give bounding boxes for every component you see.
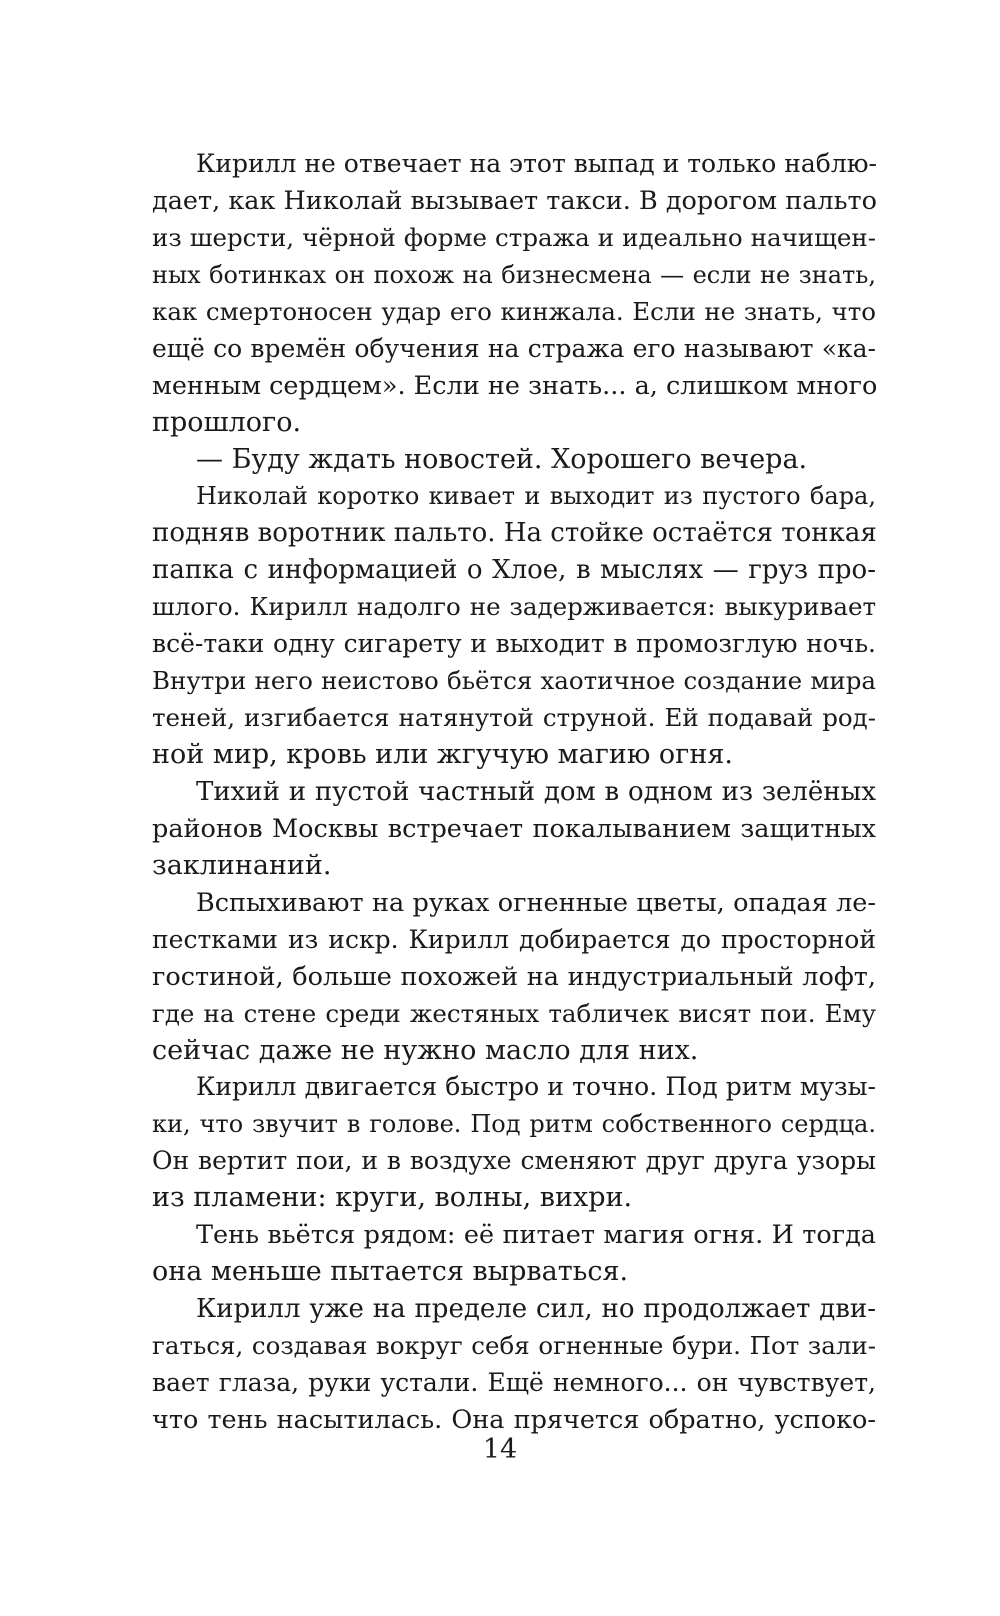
- text-line: районов Москвы встречает покалыванием защитных: [152, 813, 876, 844]
- text-line: из шерсти, чёрной форме стража и идеально начищен-: [152, 222, 876, 252]
- text-line: Вспыхивают на руках огненные цветы, опадая ле-: [196, 887, 876, 918]
- text-line: ной мир, кровь или жгучую магию огня.: [152, 739, 733, 770]
- text-line: шлого. Кирилл надолго не задерживается: выкуривает: [152, 592, 876, 622]
- text-line: Кирилл двигается быстро и точно. Под ритм музы-: [196, 1072, 876, 1102]
- text-line: Кирилл уже на пределе сил, но продолжает дви-: [196, 1294, 876, 1325]
- text-line: Кирилл не отвечает на этот выпад и только наблю-: [196, 149, 877, 178]
- text-line: сейчас даже не нужно масло для них.: [152, 1034, 699, 1066]
- text-line: ещё со времён обучения на стража его называют «ка-: [152, 333, 876, 363]
- text-line: Внутри него неистово бьётся хаотичное создание мира: [152, 666, 876, 696]
- text-line: Тихий и пустой частный дом в одном из зелёных: [196, 776, 876, 807]
- text-line: теней, изгибается натянутой струной. Ей подавай род-: [152, 703, 876, 733]
- text-line: она меньше пытается вырваться.: [152, 1256, 629, 1288]
- text-line: что тень насытилась. Она прячется обратно, успоко-: [152, 1404, 876, 1435]
- text-line: гостиной, больше похожей на индустриальный лофт,: [152, 961, 876, 992]
- text-line: пестками из искр. Кирилл добирается до просторной: [152, 924, 876, 954]
- text-line: из пламени: круги, волны, вихри.: [152, 1182, 633, 1214]
- text-line: заклинаний.: [152, 849, 332, 881]
- text-line: вает глаза, руки устали. Ещё немного... он чувствует,: [152, 1367, 876, 1397]
- text-line: Николай коротко кивает и выходит из пустого бара,: [196, 482, 876, 511]
- text-line: подняв воротник пальто. На стойке остаётся тонкая: [152, 518, 877, 549]
- text-line: Он вертит пои, и в воздухе сменяют друг друга узоры: [152, 1146, 876, 1176]
- text-line: папка с информацией о Хлое, в мыслях — груз про-: [152, 555, 876, 586]
- text-line: Тень вьётся рядом: её питает магия огня. И тогда: [196, 1220, 876, 1251]
- text-line: ки, что звучит в голове. Под ритм собственного сердца.: [152, 1110, 876, 1139]
- text-line: как смертоносен удар его кинжала. Если не знать, что: [152, 296, 876, 326]
- text-line: прошлого.: [152, 406, 302, 438]
- body-text: [152, 146, 876, 1439]
- text-line: ных ботинках он похож на бизнесмена — если не знать,: [152, 260, 876, 289]
- text-line: где на стене среди жестяных табличек висят пои. Ему: [152, 998, 876, 1028]
- text-line: — Буду ждать новостей. Хорошего вечера.: [196, 443, 808, 475]
- text-line: дает, как Николай вызывает такси. В дорогом пальто: [152, 185, 877, 216]
- text-line: гаться, создавая вокруг себя огненные бури. Пот зали-: [152, 1331, 876, 1360]
- text-line: менным сердцем». Если не знать... а, слишком много: [152, 370, 878, 401]
- page-number: 14: [482, 1434, 518, 1465]
- text-line: всё-таки одну сигарету и выходит в промозглую ночь.: [152, 629, 876, 659]
